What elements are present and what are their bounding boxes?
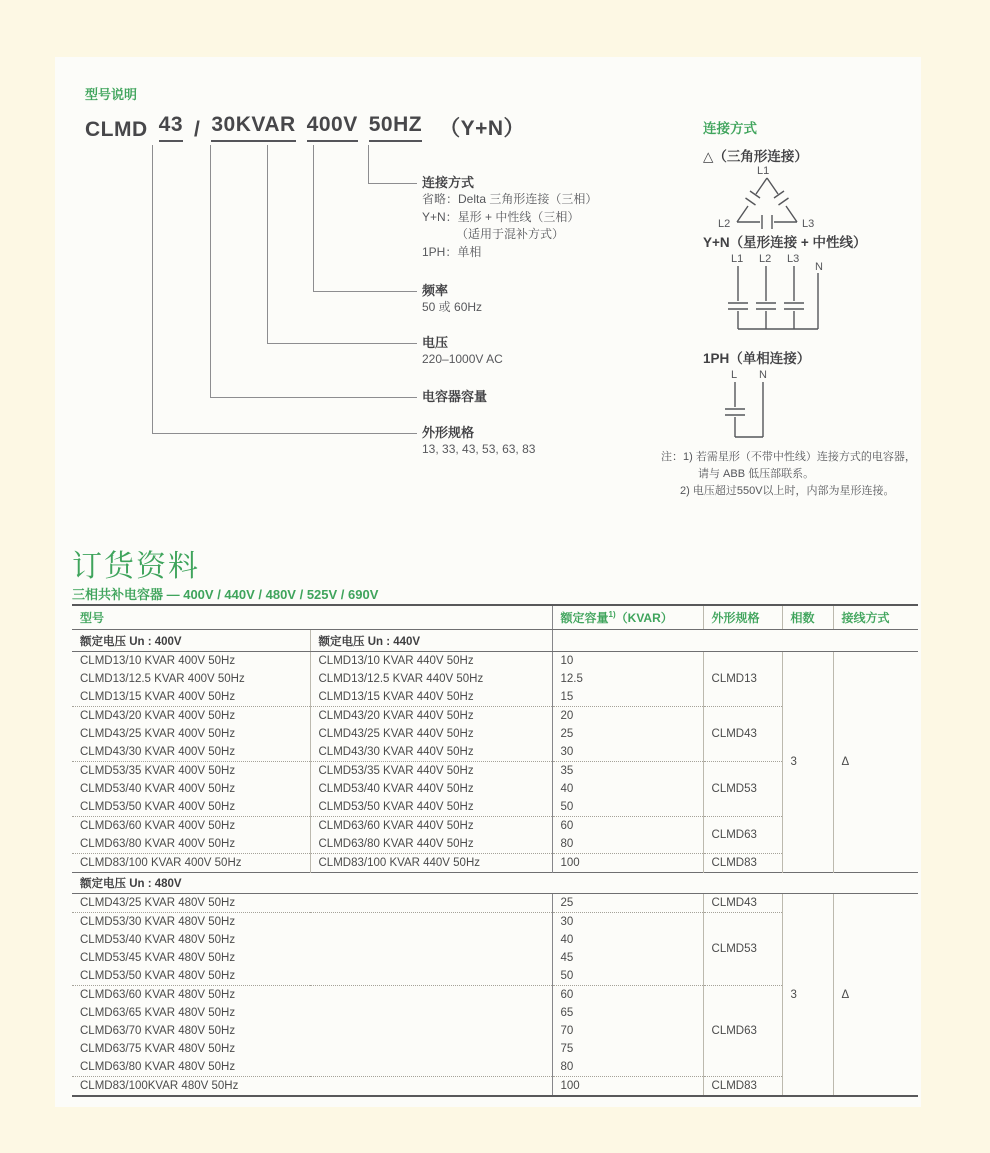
label-title: 频率: [422, 283, 449, 298]
cell-model-400v: CLMD63/60 KVAR 400V 50Hz: [80, 820, 236, 832]
label-title: 电容器容量: [422, 389, 488, 404]
yn-n-label: N: [815, 261, 823, 273]
delta-heading: △（三角形连接）: [703, 149, 808, 164]
ph1-n-label: N: [759, 369, 767, 381]
cell-form: CLMD13: [703, 652, 782, 707]
cell-kvar: 30: [552, 743, 703, 762]
cell-model-440v: CLMD43/30 KVAR 440V 50Hz: [310, 743, 552, 762]
cell-kvar: 65: [552, 1004, 703, 1022]
label-line: 1PH：单相: [422, 244, 482, 259]
footnote-line: 2) 电压超过550V以上时，内部为星形连接。: [680, 485, 895, 497]
label-line: 13, 33, 43, 53, 63, 83: [422, 442, 536, 456]
connection-panel-title: 连接方式: [703, 121, 757, 136]
label-line: 50 或 60Hz: [422, 300, 483, 314]
cell-model-440v: CLMD13/10 KVAR 440V 50Hz: [310, 652, 552, 671]
cell-connection: Δ: [833, 652, 918, 873]
table-row: [72, 894, 918, 913]
voltage-section-row: [72, 873, 918, 894]
cell-kvar: 45: [552, 949, 703, 967]
cell-kvar: 15: [552, 688, 703, 707]
delta-l2-label: L2: [718, 218, 731, 230]
label-title: 电压: [422, 335, 449, 350]
cell-model: CLMD63/65 KVAR 480V 50Hz: [80, 1007, 236, 1019]
cell-model-440v: CLMD53/35 KVAR 440V 50Hz: [310, 762, 552, 781]
footnotes: [661, 449, 951, 500]
cell-kvar: 10: [552, 652, 703, 671]
kvar-header-footnote-ref: 1): [608, 610, 616, 619]
cell-model: CLMD53/45 KVAR 480V 50Hz: [80, 952, 236, 964]
ordering-title: 订货资料: [72, 550, 200, 583]
label-block-connection: [422, 175, 702, 261]
model-code-slash: /: [194, 118, 201, 141]
cell-kvar: 60: [552, 817, 703, 836]
connector-line: [313, 291, 417, 292]
cell-kvar: 70: [552, 1022, 703, 1040]
delta-l1-label: L1: [757, 165, 770, 177]
cell-model: CLMD43/25 KVAR 480V 50Hz: [72, 894, 552, 913]
kvar-header-label: 额定容量: [560, 611, 609, 625]
cell-model-440v: CLMD43/25 KVAR 440V 50Hz: [310, 725, 552, 743]
cell-kvar: 40: [552, 931, 703, 949]
cell-model: CLMD83/100KVAR 480V 50Hz: [80, 1080, 239, 1092]
label-title: 连接方式: [422, 175, 475, 190]
cell-kvar: 100: [552, 854, 703, 873]
connector-line: [267, 343, 417, 344]
label-block-form: [422, 425, 702, 459]
yn-l3-label: L3: [787, 253, 800, 265]
cell-model: CLMD53/50 KVAR 480V 50Hz: [72, 967, 552, 986]
ordering-table: [72, 604, 918, 1097]
cell-model-440v: CLMD53/40 KVAR 440V 50Hz: [310, 780, 552, 798]
model-code-volt: 400V: [307, 113, 358, 142]
cell-model: CLMD63/75 KVAR 480V 50Hz: [80, 1043, 236, 1055]
kvar-header-unit: （KVAR）: [615, 611, 673, 625]
cell-kvar: 80: [552, 835, 703, 854]
cell-model-440v: CLMD13/15 KVAR 440V 50Hz: [310, 688, 552, 707]
cell-form: CLMD83: [703, 1077, 782, 1097]
catalog-page: [55, 57, 921, 1107]
model-code-prefix: CLMD: [85, 118, 148, 141]
subheader-440v: 额定电压 Un : 440V: [310, 630, 552, 652]
yn-heading: Y+N（星形连接 + 中性线）: [703, 235, 867, 250]
col-header-model: 型号: [72, 605, 552, 630]
model-code-kvar: 30KVAR: [211, 113, 295, 142]
model-section-title: 型号说明: [85, 87, 138, 102]
cell-kvar: 60: [552, 986, 703, 1005]
cell-model: CLMD63/60 KVAR 480V 50Hz: [80, 989, 236, 1001]
model-code: [85, 112, 525, 142]
label-block-capacity: [422, 389, 702, 405]
cell-form: CLMD53: [703, 762, 782, 817]
cell-kvar: 100: [552, 1077, 703, 1097]
cell-model-400v: CLMD63/80 KVAR 400V 50Hz: [72, 835, 310, 854]
voltage-subheader-row: [72, 630, 918, 652]
connector-line: [313, 145, 314, 291]
connector-line: [267, 145, 268, 343]
cell-model-400v: CLMD13/10 KVAR 400V 50Hz: [80, 655, 236, 667]
label-line: Y+N：星形 + 中性线（三相）: [422, 209, 580, 224]
label-line: （适用于混补方式）: [456, 227, 565, 241]
cell-model-400v: CLMD13/15 KVAR 400V 50Hz: [72, 688, 310, 707]
cell-form: CLMD43: [703, 707, 782, 762]
cell-model-400v: CLMD53/40 KVAR 400V 50Hz: [80, 783, 236, 795]
subheader-empty: [552, 630, 918, 652]
model-code-size: 43: [159, 113, 183, 142]
model-code-hz: 50HZ: [369, 113, 422, 142]
cell-form: CLMD43: [703, 894, 782, 913]
ph1-l-label: L: [731, 369, 738, 381]
cell-model: CLMD53/40 KVAR 480V 50Hz: [80, 934, 236, 946]
label-block-frequency: [422, 283, 702, 317]
cell-model-440v: CLMD83/100 KVAR 440V 50Hz: [310, 854, 552, 873]
cell-kvar: 25: [552, 725, 703, 743]
col-header-phases: 相数: [782, 605, 833, 630]
cell-connection: Δ: [833, 894, 918, 1097]
connector-line: [152, 433, 417, 434]
ordering-table-wrap: [72, 604, 918, 1097]
cell-model-400v: CLMD53/35 KVAR 400V 50Hz: [80, 765, 236, 777]
cell-model: CLMD53/30 KVAR 480V 50Hz: [80, 916, 236, 928]
connector-line: [368, 145, 369, 183]
cell-model-400v: CLMD43/30 KVAR 400V 50Hz: [72, 743, 310, 762]
cell-phases: 3: [782, 652, 833, 873]
label-block-voltage: [422, 335, 702, 369]
cell-model-400v: CLMD43/20 KVAR 400V 50Hz: [80, 710, 236, 722]
cell-kvar: 25: [552, 894, 703, 913]
cell-kvar: 50: [552, 967, 703, 986]
label-line: 省略：Delta 三角形连接（三相）: [422, 192, 598, 206]
cell-model: CLMD63/70 KVAR 480V 50Hz: [80, 1025, 236, 1037]
section-header: 额定电压 Un : 480V: [72, 873, 918, 894]
delta-l3-label: L3: [802, 218, 815, 230]
subheader-400v: 额定电压 Un : 400V: [72, 630, 310, 652]
ordering-subtitle: 三相共补电容器 — 400V / 440V / 480V / 525V / 690V: [72, 587, 379, 602]
cell-kvar: 12.5: [552, 670, 703, 688]
cell-form: CLMD83: [703, 854, 782, 873]
cell-model-440v: CLMD63/60 KVAR 440V 50Hz: [310, 817, 552, 836]
cell-model-400v: CLMD13/12.5 KVAR 400V 50Hz: [80, 673, 245, 685]
col-header-kvar: [552, 605, 703, 630]
ph1-heading: 1PH（单相连接）: [703, 351, 811, 366]
cell-model-440v: CLMD43/20 KVAR 440V 50Hz: [310, 707, 552, 726]
cell-model-440v: CLMD53/50 KVAR 440V 50Hz: [310, 798, 552, 817]
cell-model-440v: CLMD63/80 KVAR 440V 50Hz: [310, 835, 552, 854]
cell-model-400v: CLMD83/100 KVAR 400V 50Hz: [80, 857, 242, 869]
yn-connection-diagram: [723, 251, 838, 343]
yn-l2-label: L2: [759, 253, 772, 265]
cell-kvar: 40: [552, 780, 703, 798]
connector-line: [152, 145, 153, 433]
cell-kvar: 50: [552, 798, 703, 817]
footnote-line: 请与 ABB 低压部联系。: [698, 468, 815, 480]
yn-l1-label: L1: [731, 253, 744, 265]
label-title: 外形规格: [422, 425, 475, 440]
model-code-connection: （Y+N）: [439, 117, 526, 140]
cell-phases: 3: [782, 894, 833, 1097]
table-row: [72, 652, 918, 671]
cell-kvar: 80: [552, 1058, 703, 1077]
cell-model-440v: CLMD13/12.5 KVAR 440V 50Hz: [310, 670, 552, 688]
table-header-row: [72, 605, 918, 630]
footnote-line: 注：1) 若需星形（不带中性线）连接方式的电容器，: [661, 451, 916, 463]
label-line: 220–1000V AC: [422, 352, 503, 366]
connector-line: [210, 397, 417, 398]
cell-kvar: 75: [552, 1040, 703, 1058]
connector-line: [210, 145, 211, 397]
cell-form: CLMD53: [703, 913, 782, 986]
ph1-connection-diagram: [723, 367, 793, 452]
cell-model-400v: CLMD43/25 KVAR 400V 50Hz: [80, 728, 236, 740]
cell-kvar: 30: [552, 913, 703, 932]
col-header-connection: 接线方式: [833, 605, 918, 630]
cell-model: CLMD63/80 KVAR 480V 50Hz: [72, 1058, 552, 1077]
connector-line: [368, 183, 417, 184]
col-header-form: 外形规格: [703, 605, 782, 630]
ordering-table-body: [72, 605, 918, 1096]
cell-kvar: 35: [552, 762, 703, 781]
cell-form: CLMD63: [703, 817, 782, 854]
cell-model-400v: CLMD53/50 KVAR 400V 50Hz: [72, 798, 310, 817]
cell-form: CLMD63: [703, 986, 782, 1077]
cell-kvar: 20: [552, 707, 703, 726]
